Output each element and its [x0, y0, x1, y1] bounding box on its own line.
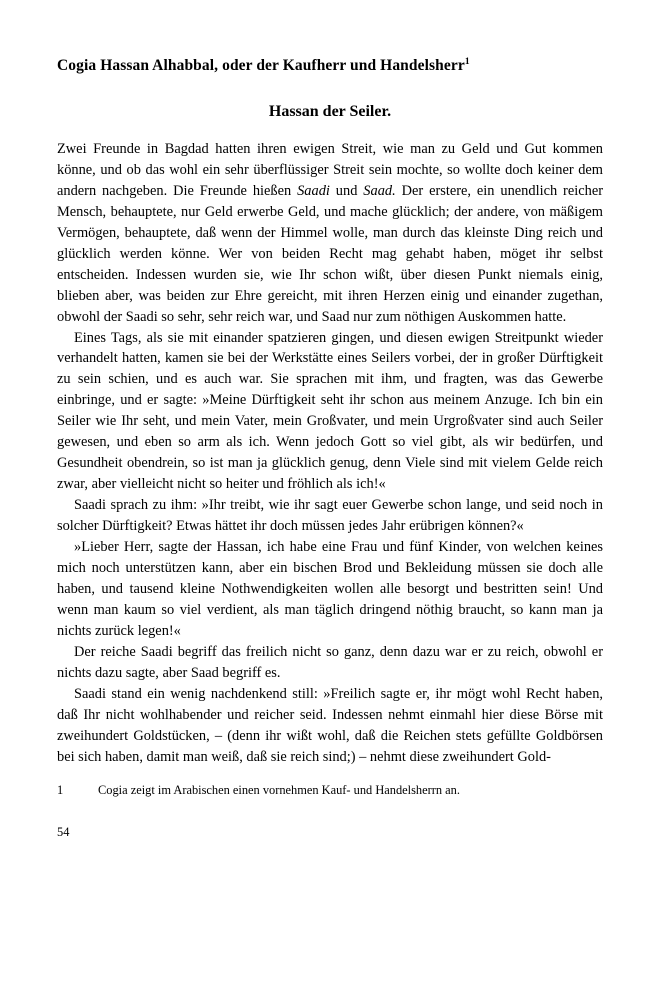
text-run: und	[329, 182, 364, 199]
paragraph-1	[57, 139, 603, 328]
page-number: 54	[57, 824, 70, 839]
footnote-text: Cogia zeigt im Arabischen einen vornehmen Kauf- und Handelsherrn an.	[98, 782, 460, 797]
chapter-title	[57, 56, 603, 76]
paragraph-5: Der reiche Saadi begriff das freilich nicht so ganz, denn dazu war er zu reich, obwohl er nichts dazu sagte, aber Saad begriff es.	[57, 643, 603, 681]
paragraph-3: Saadi sprach zu ihm: »Ihr treibt, wie ihr sagt euer Gewerbe schon lange, und seid noch in solcher Dürftigkeit? Etwas hättet ihr doch müssen jedes Jahr erübrigen können?«	[57, 497, 603, 535]
text-run-italic: Saad.	[363, 182, 396, 199]
document-page	[57, 0, 603, 990]
text-run: Der erstere, ein unendlich reicher Mensch, behauptete, nur Geld erwerbe Geld, und mache glücklich; der andere, von mäßigem Vermögen, behauptete, daß wenn der Himmel wolle, man durch das kleinste Ding reich und glücklich werden könne. Wer von beiden Recht mag gehabt haben, möget ihr selbst entscheiden. Indessen wurden sie, wie Ihr schon wißt, über diesen Punkt niemals einig, blieben aber, was beiden zur Ehre gereicht, mit ihren Herzen einig und einander zugethan, obwohl der Saadi so sehr, sehr reich war, und Saad nur zum nöthigen Auskommen hatte.	[57, 182, 604, 325]
paragraph-2: Eines Tags, als sie mit einander spatzieren gingen, und diesen ewigen Streitpunkt wieder verhandelt hatten, kamen sie bei der Werkstätte eines Seilers vorbei, der in großer Dürftigkeit zu sein schien, und es auch war. Sie sprachen mit ihm, und fragten, was das Gewerbe einbringe, und er sagte: »Meine Dürftigkeit seht ihr schon aus meinem Anzuge. Ich bin ein Seiler wie Ihr seht, und mein Vater, mein Großvater, und mein Urgroßvater sind auch Seiler gewesen, und eben so arm als ich. Wenn jedoch Gott so viel gibt, als wir bedürfen, und Gesundheit obendrein, so ist man ja glücklich genug, denn Viele sind mit vielem Gelde reich zwar, aber vielleicht nicht so heiter und fröhlich als ich!«	[57, 329, 603, 493]
chapter-title-text: Cogia Hassan Alhabbal, oder der Kaufherr und Handelsherr	[57, 57, 465, 74]
chapter-title-footnote-marker: 1	[464, 56, 470, 67]
section-title: Hassan der Seiler.	[268, 103, 392, 121]
paragraph-4: »Lieber Herr, sagte der Hassan, ich habe eine Frau und fünf Kinder, von welchen keines mich noch unterstützen kann, aber ein bischen Brod und Bekleidung müssen sie doch alle haben, und tausend kleine Nothwendigkeiten wollen alle besorgt und bestritten sein! Und wenn man kaum so viel verdient, als man täglich dringend nöthig braucht, so kann man ja nichts zurück legen!«	[57, 539, 603, 639]
footnote-number: 1	[57, 782, 64, 797]
text-run: Zwei Freunde in Bagdad hatten ihren ewigen Streit, wie man zu Geld und Gut kommen könne, und ob das wohl ein sehr überflüssiger Streit sein mochte, so wollte doch keiner dem andern nachgeben. Die Freunde hießen	[57, 140, 603, 199]
footnote	[57, 782, 603, 799]
paragraph-6: Saadi stand ein wenig nachdenkend still: »Freilich sagte er, ihr mögt wohl Recht haben, daß Ihr nicht wohlhabender und reicher seid. Indessen nehmt einmahl hier diese Börse mit zweihundert Goldstücken, – (denn ihr wißt wohl, daß die Reichen stets gefüllte Goldbörsen bei sich haben, damit man weiß, daß sie reich sind;) – nehmt diese zweihundert Gold-	[57, 685, 603, 765]
text-run-italic: Saadi	[297, 182, 330, 199]
